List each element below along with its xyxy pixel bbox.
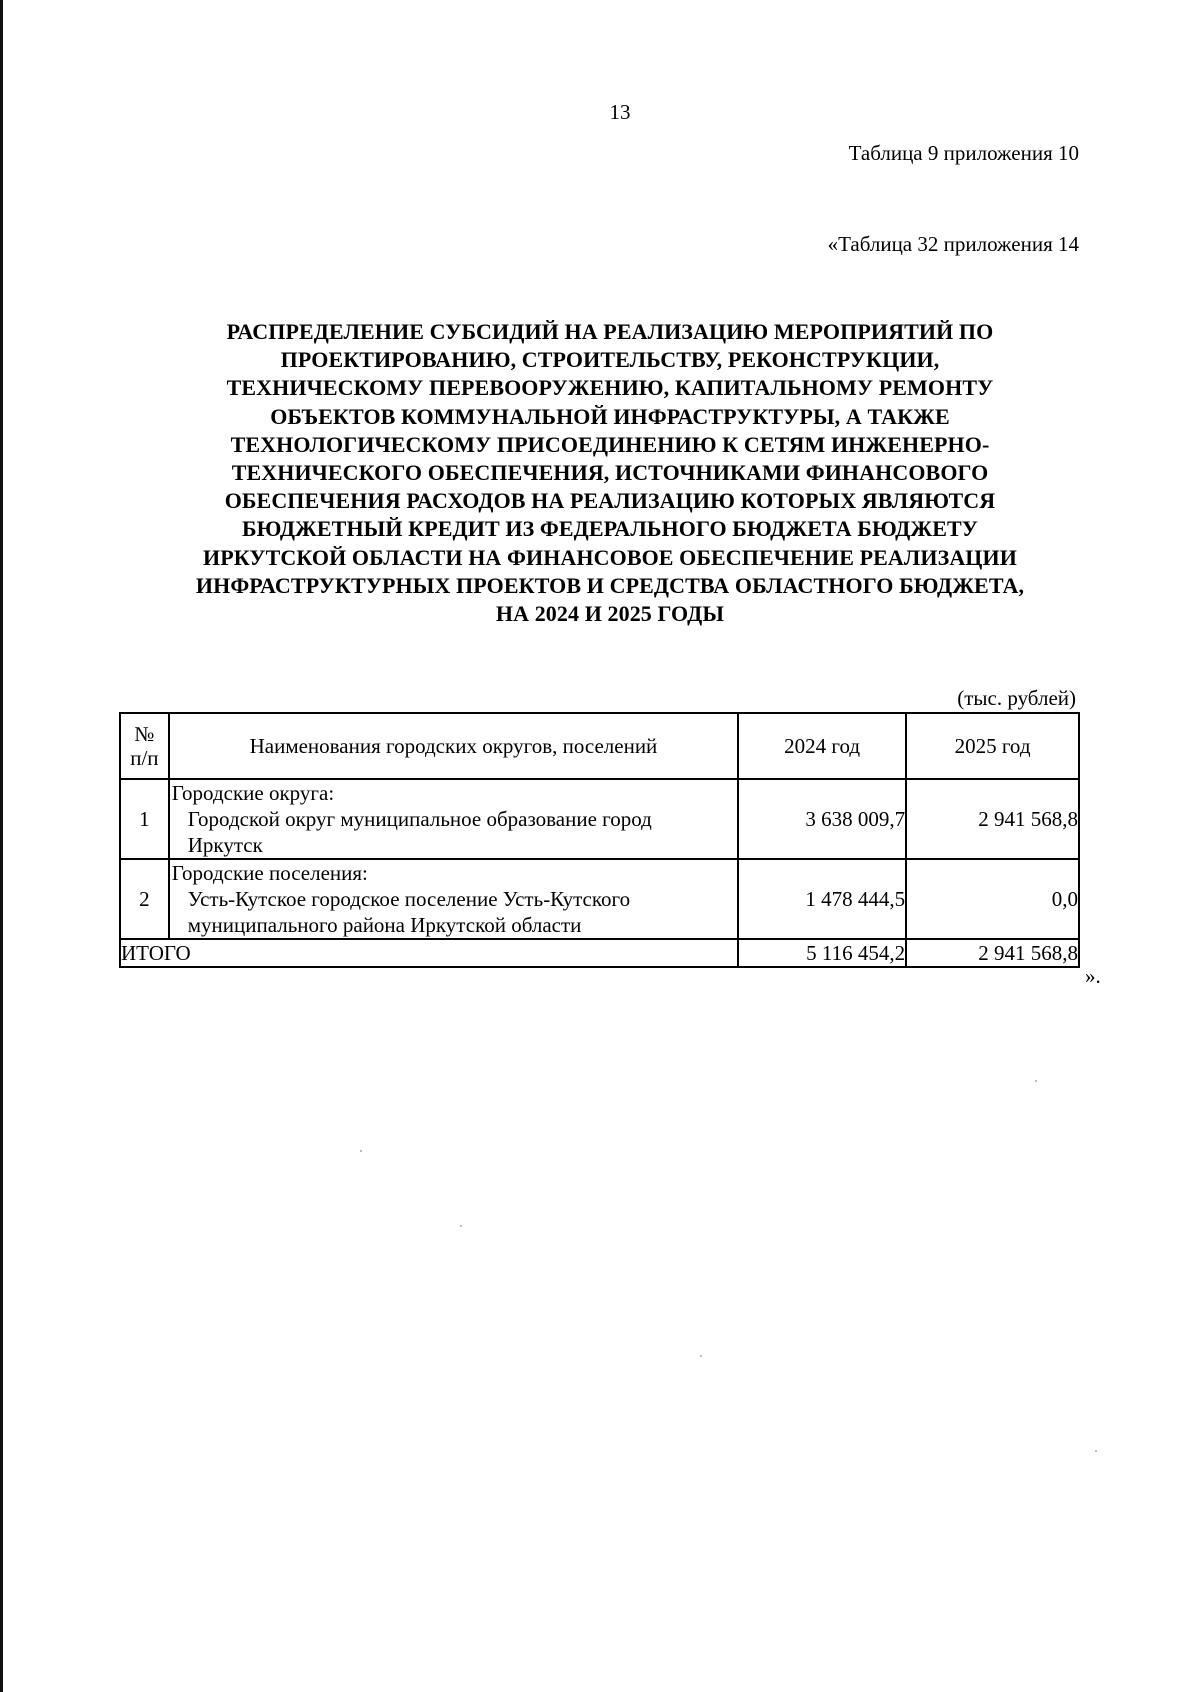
- row-name-line: Усть-Кутское городское поселение Усть-Кутского: [187, 887, 631, 911]
- scan-speck: [360, 1150, 362, 1152]
- title-line: ИРКУТСКОЙ ОБЛАСТИ НА ФИНАНСОВОЕ ОБЕСПЕЧЕНИЕ РЕАЛИЗАЦИИ: [203, 544, 1017, 570]
- row-name-line: муниципального района Иркутской области: [187, 913, 582, 937]
- scan-speck: [460, 1225, 462, 1227]
- total-value-2024: 5 116 454,2: [738, 939, 906, 967]
- title-line: НА 2024 И 2025 ГОДЫ: [495, 601, 725, 627]
- title-line: ТЕХНИЧЕСКОГО ОБЕСПЕЧЕНИЯ, ИСТОЧНИКАМИ ФИНАНСОВОГО: [231, 460, 989, 486]
- table-row: [120, 859, 1079, 939]
- total-value-2025: 2 941 568,8: [906, 939, 1079, 967]
- row-name-line: Иркутск: [187, 833, 263, 857]
- scan-speck: [700, 1355, 702, 1357]
- table-row: [120, 779, 1079, 859]
- header-name: Наименования городских округов, поселений: [169, 713, 738, 779]
- total-label: ИТОГО: [120, 939, 738, 967]
- subsidy-table: [119, 712, 1080, 968]
- title-line: ТЕХНИЧЕСКОМУ ПЕРЕВООРУЖЕНИЮ, КАПИТАЛЬНОМУ РЕМОНТУ: [226, 375, 994, 401]
- table-header-row: [120, 713, 1079, 779]
- row-value-2024: 3 638 009,7: [738, 779, 906, 859]
- units-label: (тыс. рублей): [957, 686, 1076, 710]
- row-number: 1: [120, 779, 169, 859]
- title-line: ИНФРАСТРУКТУРНЫХ ПРОЕКТОВ И СРЕДСТВА ОБЛАСТНОГО БЮДЖЕТА,: [195, 572, 1025, 598]
- header-number-abbr: п/п: [130, 746, 159, 770]
- row-name-line: Городской округ муниципальное образование город: [187, 807, 652, 831]
- row-value-2024: 1 478 444,5: [738, 859, 906, 939]
- scan-edge-line: [0, 0, 3, 1692]
- row-number: 2: [120, 859, 169, 939]
- row-value-2025: 2 941 568,8: [906, 779, 1079, 859]
- title-line: ОБЕСПЕЧЕНИЯ РАСХОДОВ НА РЕАЛИЗАЦИЮ КОТОРЫХ ЯВЛЯЮТСЯ: [224, 488, 996, 514]
- page-number: 13: [609, 100, 631, 124]
- header-number-sign: №: [134, 722, 155, 746]
- title-line: БЮДЖЕТНЫЙ КРЕДИТ ИЗ ФЕДЕРАЛЬНОГО БЮДЖЕТА БЮДЖЕТУ: [241, 516, 979, 542]
- header-year-2024: 2024 год: [738, 713, 906, 779]
- title-line: ПРОЕКТИРОВАНИЮ, СТРОИТЕЛЬСТВУ, РЕКОНСТРУКЦИИ,: [280, 347, 940, 373]
- title-line: РАСПРЕДЕЛЕНИЕ СУБСИДИЙ НА РЕАЛИЗАЦИЮ МЕРОПРИЯТИЙ ПО: [226, 319, 994, 344]
- header-year-2025: 2025 год: [906, 713, 1079, 779]
- group-label: Городские поселения:: [171, 861, 368, 885]
- header-number: [120, 713, 169, 779]
- scan-speck: [1095, 1450, 1097, 1452]
- row-value-2025: 0,0: [906, 859, 1079, 939]
- title-line: ОБЪЕКТОВ КОММУНАЛЬНОЙ ИНФРАСТРУКТУРЫ, А ТАКЖЕ: [270, 403, 950, 429]
- closing-quote: ».: [1085, 964, 1101, 988]
- total-row: [120, 939, 1079, 967]
- title-line: ТЕХНОЛОГИЧЕСКОМУ ПРИСОЕДИНЕНИЮ К СЕТЯМ ИНЖЕНЕРНО-: [230, 431, 990, 457]
- row-name: [169, 859, 738, 939]
- row-name: [169, 779, 738, 859]
- scan-speck: [1035, 1080, 1037, 1082]
- document-title: [120, 318, 1100, 628]
- group-label: Городские округа:: [171, 781, 335, 805]
- table-reference: «Таблица 32 приложения 14: [827, 232, 1079, 256]
- appendix-reference: Таблица 9 приложения 10: [848, 141, 1079, 165]
